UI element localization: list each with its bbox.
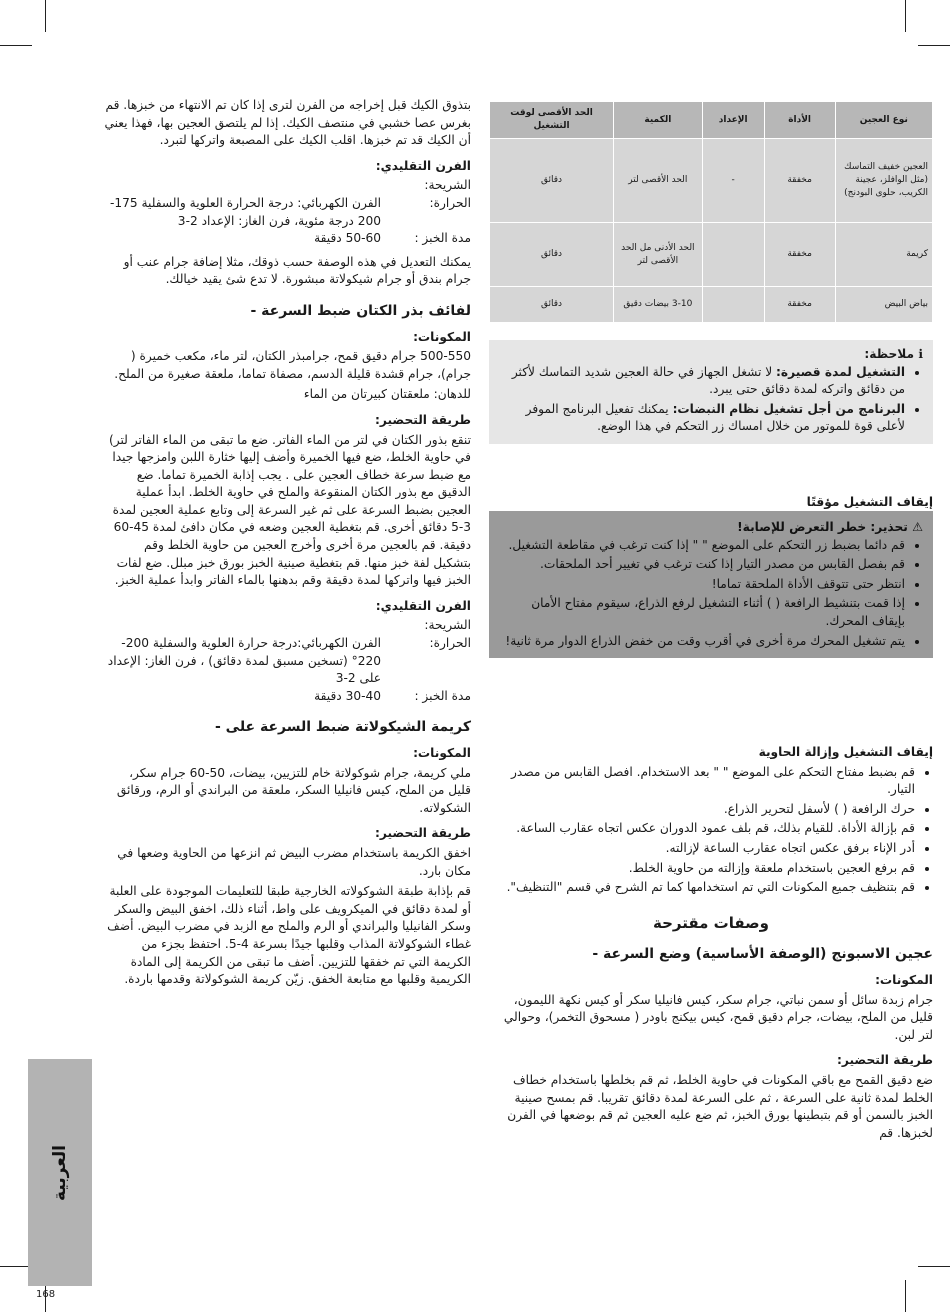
table-cell: دقائق [490,223,614,287]
oven2-title: الفرن التقليدي: [375,598,471,613]
warning-item: • يتم تشغيل المحرك مرة أخرى في أقرب وقت من خفض الذراع الدوار مرة ثانية! [503,633,905,651]
table-row [490,139,933,223]
warning-box [489,511,933,658]
oven2-heat: الحرارة: الفرن الكهربائي:درجة حرارة العلوية والسفلية 200-220° (تسخين مسبق لمدة دقائق) ، فرن الغاز: الإعداد على 2-3 [107,636,471,686]
choco-method-2: قم بإذابة طبقة الشوكولاته الخارجية طبقا للتعليمات الموجودة على العلبة أو لمدة دقائق في الميكرويف على واط، أثناء ذلك، اخفق البيض والسكر وسكر الفانيليا والبراندي أو الرم والملح مع الزبد في مضرب البيض. أضف غطاء الشوكولاتة المذاب وقلبها جيدًا بسرعة 4-5. احتفظ بجزء من الكريمة التي تم خفقها للتزيين. أضف ما تبقى من الكريمة إلى المادة الكريمية وقلبها مع متابعة الخفق. زيّن كريمة الشوكولاتة وقدمها باردة. [107,884,471,987]
pause-title: إيقاف التشغيل مؤقتًا [806,495,933,509]
list-item: • حرك الرافعة ( ) لأسفل لتحرير الذراع. [489,801,915,819]
table-cell: دقائق [490,287,614,323]
list-item: • قم بتنظيف جميع المكونات التي تم استخدامها كما تم الشرح في قسم "التنظيف". [489,879,915,897]
crop-mark [918,1266,950,1267]
oven2-time: مدة الخبز : 30-40 دقيقة [314,688,471,703]
table-cell [702,223,764,287]
oven1-time: مدة الخبز : 50-60 دقيقة [314,231,471,246]
note-list [503,364,923,436]
sponge-method: ضع دقيق القمح مع باقي المكونات في حاوية الخلط، ثم قم بخلطها باستخدام خطاف الخلط لمدة ثانية على السرعة ، ثم على السرعة لمدة دقائق تقريبا. قم بمسح صينية الخبز بالسمن أو قم بتبطينها بورق الخبز، ثم ضع عليه العجين ثم قم بوضعها في الفرن لخبزها. قم [507,1072,933,1140]
table-cell [702,287,764,323]
crop-mark [905,0,906,32]
table-cell: الحد الأقصى لتر [614,139,703,223]
oven2-shelf: الشريحة: [424,618,471,633]
cake-continuation: بتذوق الكيك قبل إخراجه من الفرن لترى إذا كان تم الانتهاء من خبزها. قم بغرس عصا خشبي في منتصف الكيك. إذا لم يلتصق العجين بها، فهذا يعني أن الكيك قد تم خبزها. اقلب الكيك على المصبعة واتركها لتبرد. [104,98,471,148]
flax-glaze: للدهان: ملعقتان كبيرتان من الماء [303,387,471,402]
warning-item: • إذا قمت بتنشيط الرافعة ( ) أثناء التشغيل لرفع الذراع، سيقوم مفتاح الأمان بإيقاف المحرك. [503,595,905,630]
table-cell: - [702,139,764,223]
table-header: نوع العجين [835,102,932,139]
page-number: 168 [36,1289,56,1300]
choco-ingredients-label: المكونات: [413,746,471,760]
list-item: • قم بضبط مفتاح التحكم على الموضع " " بعد الاستخدام. افصل القابس من مصدر التيار. [489,764,915,799]
table-header: الكمية [614,102,703,139]
note-box [489,340,933,444]
flax-method-label: طريقة التحضير: [375,412,471,427]
table-cell: كريمة [835,223,932,287]
warning-triangle-icon: ⚠ [907,520,923,534]
choco-method-label: طريقة التحضير: [375,826,471,841]
crop-mark [45,0,46,32]
table-cell: 3-10 بيضات دقيق [614,287,703,323]
flax-ingredients: 500-550 جرام دقيق قمح، جرامبذر الكتان، لتر ماء، مكعب خميرة ( جرام)، جرام قشدة قليلة الدسم، مصفاة تماما، ملعقة صغيرة من الملح. [114,349,471,381]
crop-mark [0,45,32,46]
table-cell: العجين خفيف التماسك (مثل الوافلز، عجينة الكريب، حلوى البودنج) [835,139,932,223]
flax-method: تنقع بذور الكتان في لتر من الماء الفاتر. ضع ما تبقى من الماء الفاتر لتر) في حاوية الخلط، ضع فيها الخميرة وأضف إليها خثارة اللبن وامزجها جيدا مع ضبط سرعة خطاف العجين على . يجب إذابة الخميرة تماما. ضع الدقيق مع بذور الكتان المنقوعة والملح في حاوية الخلط. ابدأ عملية العجين بضبط السرعة على ثم غير السرعة إلى وتابع عملية العجين لمدة 3-5 دقائق أخرى. قم بتغطية العجين وضعه في مكان دافئ لمدة 45-60 دقيقة. قم بالعجين مرة أخرى وأخرج العجين من حاوية الخلط وقم بتشكيل لفة خبز منها. قم بتغطية صينية الخبز بورق خبز مبلل. ضع لفات الخبز فيها واتركها لمدة دقيقة وقم بدهنها بالماء الفاتر وابدأ عملية الخبز. [109,432,471,588]
language-side-tab: العربية [28,1059,92,1286]
note-title: ℹ ملاحظة: [864,347,923,361]
crop-mark [905,1280,906,1312]
note-item: • التشغيل لمدة قصيرة: لا تشغل الجهاز في حالة العجين شديد التماسك لأكثر من دقائق واتركه لمدة دقائق حتى يبرد. [503,364,905,399]
oven1-shelf: الشريحة: [424,178,471,193]
sponge-ingredients: جرام زبدة سائل أو سمن نباتي، جرام سكر، كيس فانيليا سكر أو كيس نكهة الليمون، قليل من الملح، بيضات، جرام دقيق قمح، كيس بيكنج باودر ( مسحوق التخمر)، وحوالي لتر لبن. [503,992,933,1042]
table-cell: مخفقة [764,139,835,223]
sponge-title: عجين الاسبونج (الوصفة الأساسية) وضع السرعة - [592,946,933,963]
oven1-heat: الحرارة: الفرن الكهربائي: درجة الحرارة العلوية والسفلية 175-200 درجة مئوية، فرن الغاز: الإعداد 2-3 [109,195,471,228]
warning-item: • قم دائما بضبط زر التحكم على الموضع " " إذا كنت ترغب في مقاطعة التشغيل. [503,537,905,555]
table-row [490,287,933,323]
choco-ingredients: ملي كريمة، جرام شوكولاتة خام للتزيين، بيضات، 50-60 جرام سكر، قليل من الملح، كيس فانيليا السكر، ملعقة من البراندي أو الرم، ورقائق الشكولاته. [116,765,471,815]
warning-title: ⚠ تحذير: خطر التعرض للإصابة! [737,520,923,534]
list-item: • قم بإزالة الأداة. للقيام بذلك، قم بلف عمود الدوران عكس اتجاه عقارب الساعة. [489,820,915,838]
stop-remove-title: إيقاف التشغيل وإزالة الحاوية [758,745,933,759]
choco-method-1: اخفق الكريمة باستخدام مضرب البيض ثم انزعها من الحاوية وضعها في مكان بارد. [117,845,471,878]
warning-list [503,537,923,651]
pause-section [489,486,933,514]
right-lower-column [489,736,933,1145]
crop-mark [918,45,950,46]
warning-item: • قم بفصل القابس من مصدر التيار إذا كنت ترغب في تغيير أحد الملحقات. [503,556,905,574]
left-column [103,97,471,992]
flax-ingredients-label: المكونات: [413,329,471,344]
table-cell: بياض البيض [835,287,932,323]
table-header: الأداة [764,102,835,139]
table-row [490,223,933,287]
flax-title: لفائف بذر الكتان ضبط السرعة - [250,302,471,319]
note-item: • البرنامج من أجل تشغيل نظام النبضات: يمكنك تفعيل البرنامج الموفر لأعلى قوة للموتور من خلال امساك زر التحكم في هذا الوضع. [503,401,905,436]
table-cell: مخفقة [764,287,835,323]
table-cell: مخفقة [764,223,835,287]
sponge-ingredients-label: المكونات: [875,972,933,987]
sponge-method-label: طريقة التحضير: [837,1053,933,1068]
oven1-title: الفرن التقليدي: [375,158,471,173]
table-header-row [490,102,933,139]
table-header: الإعداد [702,102,764,139]
processing-table [489,101,933,323]
recipe-tip: يمكنك التعديل في هذه الوصفة حسب ذوقك، مثلا إضافة جرام عنب أو جرام بندق أو جرام شيكولاتة مبشورة. لا تدع شئ يقيد خيالك. [123,254,471,287]
table-cell: الحد الأدنى مل الحد الأقصى لتر [614,223,703,287]
recipes-title: وصفات مقترحة [653,913,769,932]
table-cell: دقائق [490,139,614,223]
warning-item: • انتظر حتى تتوقف الأداة الملحقة تماما! [503,576,905,594]
info-icon: ℹ [914,347,923,361]
choco-title: كريمة الشيكولاتة ضبط السرعة على - [214,719,471,736]
stop-remove-list [489,764,933,897]
list-item: • أدر الإناء برفق عكس اتجاه عقارب الساعة لإزالته. [489,840,915,858]
table-header: الحد الأقصى لوقت التشغيل [490,102,614,139]
list-item: • قم برفع العجين باستخدام ملعقة وإزالته من حاوية الخلط. [489,860,915,878]
